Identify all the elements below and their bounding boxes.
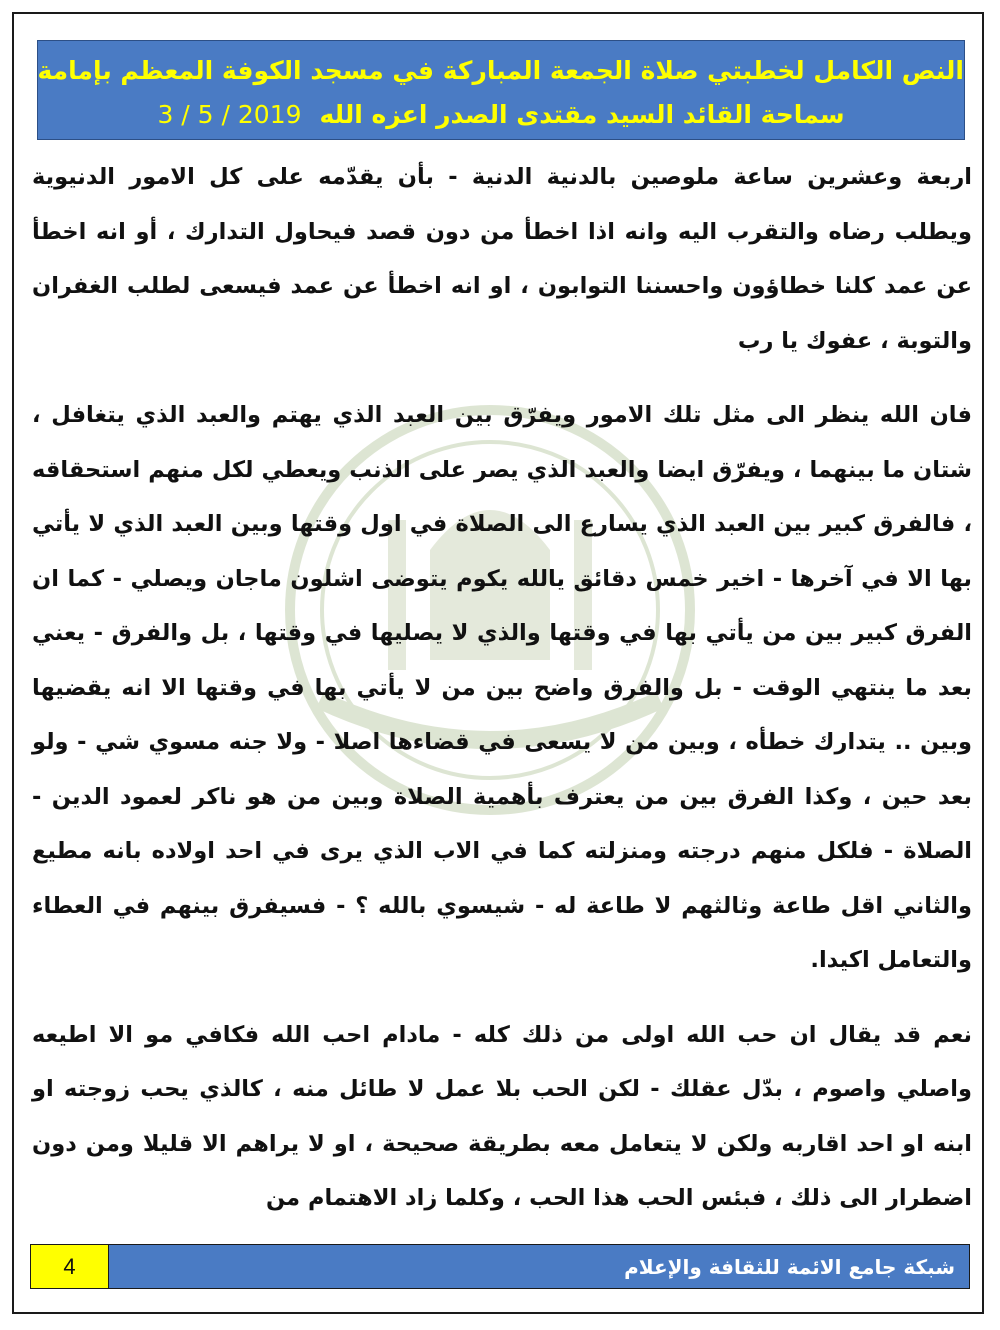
page-header [37, 40, 965, 140]
paragraph: نعم قد يقال ان حب الله اولى من ذلك كله - مادام احب الله فكافي مو الا اطيعه واصلي واصوم ، بدّل عقلك - لكن الحب بلا عمل لا طائل منه ، كالذي يحب زوجته او ابنه او احد اقاربه ولكن لا يتعامل معه بطريقة صحيحة ، او لا يراهم الا قليلا ومن دون اضطرار الى ذلك ، فبئس الحب هذا الحب ، وكلما زاد الاهتمام من [32, 1021, 972, 1211]
paragraph: اربعة وعشرين ساعة ملوصين بالدنية الدنية - بأن يقدّمه على كل الامور الدنيوية ويطلب رضاه والتقرب اليه وانه اذا اخطأ من دون قصد فيحاول التدارك ، أو انه اخطأ عن عمد كلنا خطاؤون واحسننا التوابون ، او انه اخطأ عن عمد فيسعى لطلب الغفران والتوبة ، عفوك يا رب [32, 164, 972, 354]
header-preacher-name: سماحة القائد السيد مقتدى الصدر اعزه الله [319, 100, 845, 129]
page-number: 4 [31, 1245, 109, 1288]
header-date: 3 / 5 / 2019 [157, 100, 302, 129]
page-footer [30, 1244, 970, 1289]
footer-bar [109, 1245, 969, 1288]
sermon-text [32, 150, 972, 1246]
header-subtitle [38, 95, 964, 135]
paragraph: فان الله ينظر الى مثل تلك الامور ويفرّق بين العبد الذي يهتم والعبد الذي يتغافل ، شتان ما بينهما ، ويفرّق ايضا والعبد الذي يصر على الذنب ويعطي لكل منهم استحقاقه ، فالفرق كبير بين العبد الذي يسارع الى الصلاة في اول وقتها وبين العبد الذي لا يأتي بها الا في آخرها - اخير خمس دقائق يالله يكوم يتوضى اشلون ماجان ويصلي - كما ان الفرق كبير بين من يأتي بها في وقتها والذي لا يصليها في وقتها ، بل والفرق - يعني بعد ما ينتهي الوقت - بل والفرق واضح بين من لا يأتي بها في وقتها الا انه يقضيها وبين .. يتدارك خطأه ، وبين من لا يسعى في قضاءها اصلا - ولا جنه مسوي شي - ولو بعد حين ، وكذا الفرق بين من يعترف بأهمية الصلاة وبين من هو ناكر لعمود الدين - الصلاة - فلكل منهم درجته ومنزلته كما في الاب الذي يرى في احد اولاده بانه مطيع والثاني اقل طاعة وثالثهم لا طاعة له - شيسوي بالله ؟ - فسيفرق بينهم في العطاء والتعامل اكيدا. [32, 402, 972, 973]
header-title: النص الكامل لخطبتي صلاة الجمعة المباركة في مسجد الكوفة المعظم بإمامة [37, 56, 964, 85]
footer-title: شبكة جامع الائمة للثقافة والإعلام [624, 1255, 955, 1279]
